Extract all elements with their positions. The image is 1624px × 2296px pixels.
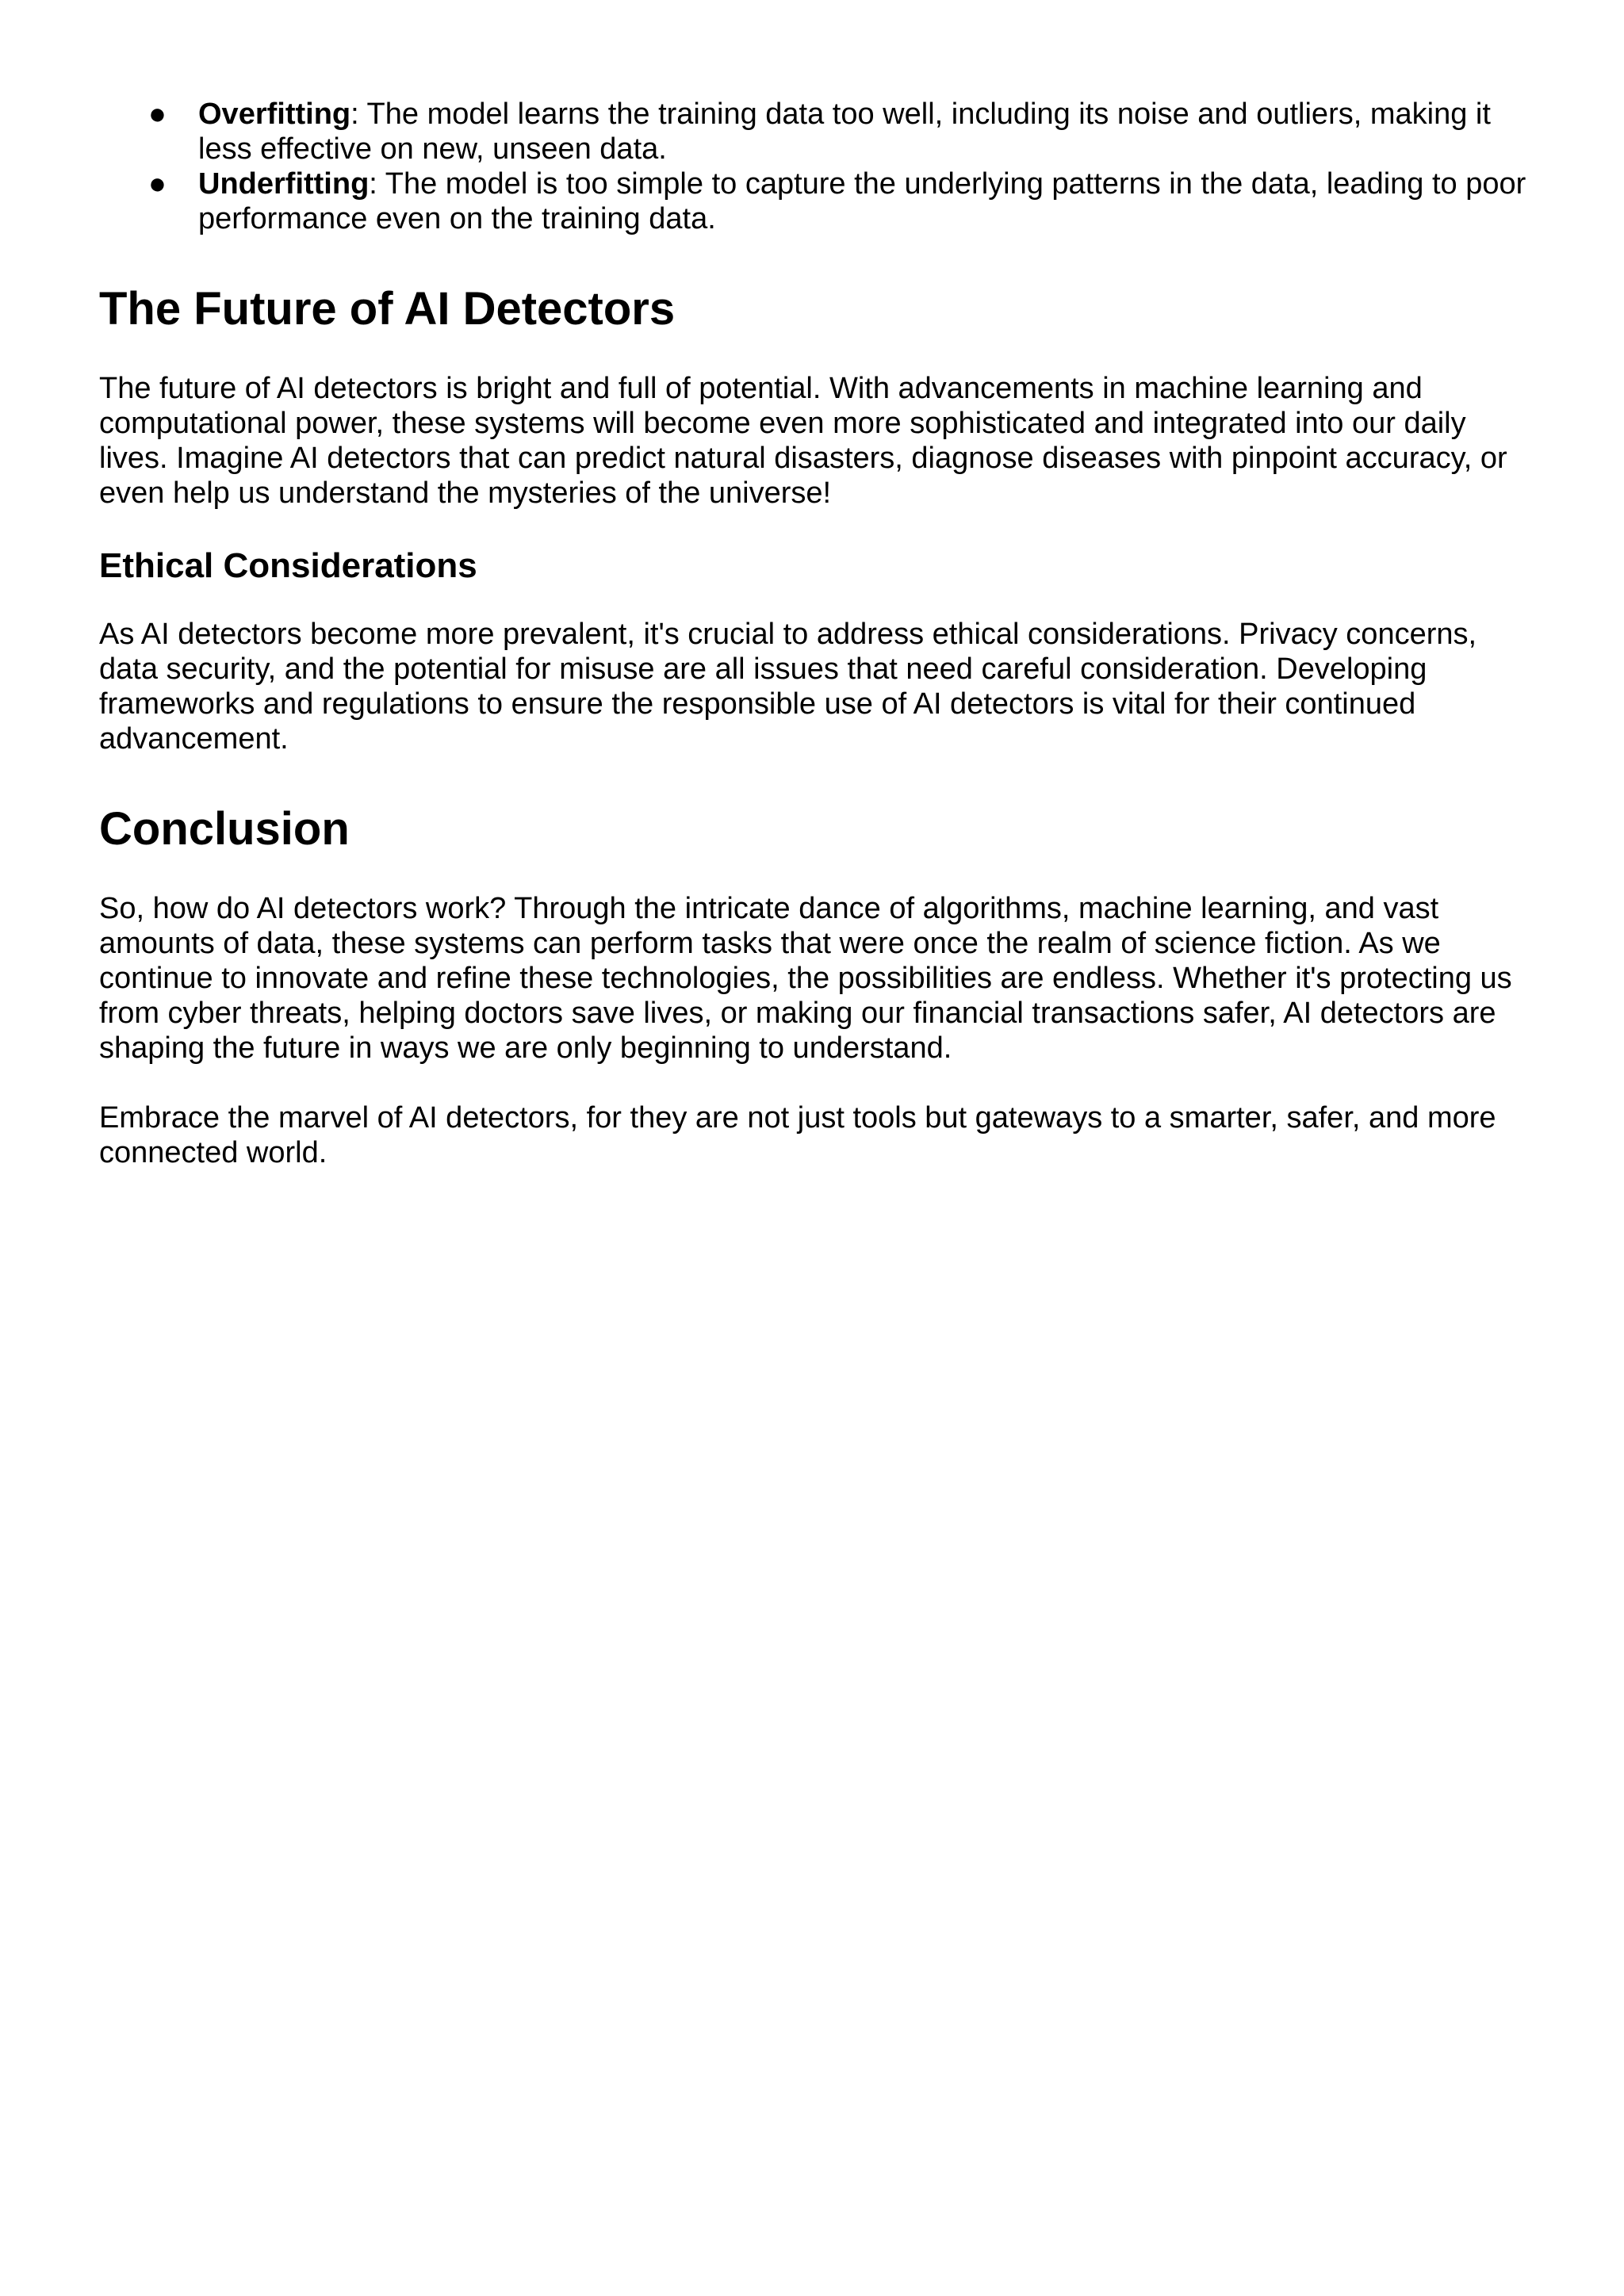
section-heading-future: The Future of AI Detectors — [99, 283, 676, 335]
bullet-text: : The model is too simple to capture the underlying patterns in the data, leading to poor performance even on the training data. — [198, 167, 1526, 235]
section-heading-conclusion: Conclusion — [99, 803, 350, 855]
bullet-item-overfitting — [99, 97, 1529, 166]
paragraph-ethical: As AI detectors become more prevalent, it's crucial to address ethical considerations. Privacy concerns, data security, and the potential for misuse are all issues that need careful consideration. Developing frameworks and regulations to ensure the responsible use of AI detectors is vital for their continued advancement. — [99, 618, 1477, 756]
bullet-icon: ● — [148, 98, 167, 131]
paragraph-conclusion: So, how do AI detectors work? Through the intricate dance of algorithms, machine learning, and vast amounts of data, these systems can perform tasks that were once the realm of science fiction. As we continue to innovate and refine these technologies, the possibilities are endless. Whether it's protecting us from cyber threats, helping doctors save lives, or making our financial transactions safer, AI detectors are shaping the future in ways we are only beginning to understand. — [99, 892, 1512, 1065]
paragraph-closing: Embrace the marvel of AI detectors, for they are not just tools but gateways to a smarter, safer, and more connected world. — [99, 1101, 1496, 1169]
bullet-term: Underfitting — [198, 167, 370, 201]
subsection-heading-ethical: Ethical Considerations — [99, 546, 477, 585]
bullet-term: Overfitting — [198, 98, 351, 131]
bullet-item-underfitting — [99, 166, 1529, 236]
bullet-icon: ● — [148, 167, 167, 201]
bullet-text: : The model learns the training data too well, including its noise and outliers, making it less effective on new, unseen data. — [198, 98, 1491, 166]
paragraph-future: The future of AI detectors is bright and full of potential. With advancements in machine learning and computational power, these systems will become even more sophisticated and integrated into our daily lives. Imagine AI detectors that can predict natural disasters, diagnose diseases with pinpoint accuracy, or even help us understand the mysteries of the universe! — [99, 372, 1507, 510]
fitting-bullet-list — [99, 97, 1529, 236]
